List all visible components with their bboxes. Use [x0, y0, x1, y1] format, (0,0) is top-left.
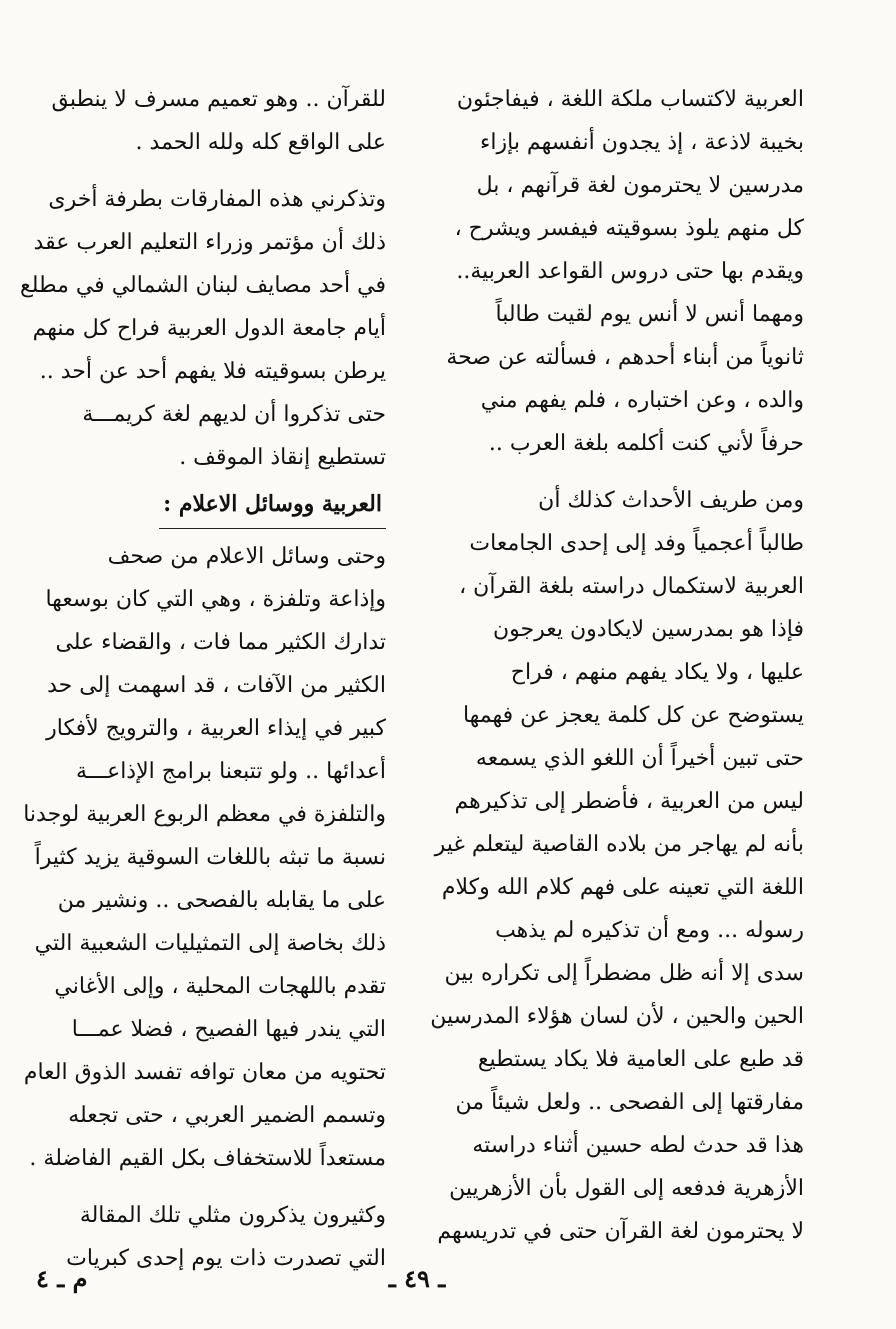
- text-line: بأنه لم يهاجر من بلاده القاصية ليتعلم غير: [434, 832, 804, 857]
- page-number: ـ ٤٩ ـ: [388, 1264, 446, 1293]
- text-line: الأزهرية فدفعه إلى القول بأن الأزهريين: [449, 1176, 804, 1201]
- text-line: ثانوياً من أبناء أحدهم ، فسألته عن صحة: [446, 345, 804, 370]
- text-line: حتى تذكروا أن لديهم لغة كريمـــة: [82, 402, 386, 427]
- text-line: حرفاً لأني كنت أكلمه بلغة العرب ..: [488, 431, 804, 456]
- text-line: والتلفزة في معظم الربوع العربية لوجدنا: [23, 802, 386, 827]
- paragraph-gap: [474, 465, 804, 479]
- text-line: تدارك الكثير مما فات ، والقضاء على: [55, 630, 386, 655]
- text-line: للقرآن .. وهو تعميم مسرف لا ينطبق: [51, 87, 386, 112]
- page-footer: [0, 1264, 896, 1304]
- right-text-column: [430, 78, 804, 1253]
- text-line: ذلك بخاصة إلى التمثيليات الشعبية التي: [34, 931, 386, 956]
- paragraph-gap: [36, 164, 386, 178]
- text-line: مستعداً للاستخفاف بكل القيم الفاضلة .: [29, 1146, 386, 1171]
- text-line: الحين والحين ، لأن لسان هؤلاء المدرسين: [430, 1004, 804, 1029]
- text-line: تقدم باللهجات المحلية ، وإلى الأغاني: [54, 974, 386, 999]
- text-line: كبير في إيذاء العربية ، والترويج لأفكار: [46, 716, 386, 741]
- text-line: لا يحترمون لغة القرآن حتى في تدريسهم: [437, 1219, 804, 1244]
- text-line: ويقدم بها حتى دروس القواعد العربية..: [456, 259, 804, 284]
- text-line: وإذاعة وتلفزة ، وهي التي كان بوسعها: [45, 587, 386, 612]
- text-line: ومهما أنس لا أنس يوم لقيت طالباً: [495, 302, 804, 327]
- text-line: على الواقع كله ولله الحمد .: [135, 130, 386, 155]
- text-line: اللغة التي تعينه على فهم كلام الله وكلام: [441, 875, 804, 900]
- paragraph-gap: [36, 1180, 386, 1194]
- text-line: وتسمم الضمير العربي ، حتى تجعله: [68, 1103, 386, 1128]
- text-line: تستطيع إنقاذ الموقف .: [179, 445, 386, 470]
- text-line: مفارقتها إلى الفصحى .. ولعل شيئاً من: [455, 1090, 804, 1115]
- text-line: أيام جامعة الدول العربية فراح كل منهم: [32, 316, 386, 341]
- text-line: ذلك أن مؤتمر وزراء التعليم العرب عقد: [33, 230, 386, 255]
- text-line: التي تصدرت ذات يوم إحدى كبريات: [66, 1246, 386, 1271]
- text-line: وتذكرني هذه المفارقات بطرفة أخرى: [48, 187, 386, 212]
- text-line: ومن طريف الأحداث كذلك أن: [538, 488, 804, 513]
- text-line: والده ، وعن اختباره ، فلم يفهم مني: [480, 388, 804, 413]
- text-line: يستوضح عن كل كلمة يعجز عن فهمها: [462, 703, 804, 728]
- text-line: العربية لاكتساب ملكة اللغة ، فيفاجئون: [456, 87, 804, 112]
- text-line: يرطن بسوقيته فلا يفهم أحد عن أحد ..: [39, 359, 386, 384]
- text-line: عليها ، ولا يكاد يفهم منهم ، فراح: [510, 660, 804, 685]
- text-line: بخيبة لاذعة ، إذ يجدون أنفسهم بإزاء: [480, 130, 804, 155]
- left-column-bottom-paragraphs: [23, 535, 386, 1280]
- text-line: مدرسين لا يحترمون لغة قرآنهم ، بل: [476, 173, 804, 198]
- text-line: هذا قد حدث لطه حسين أثناء دراسته: [472, 1133, 804, 1158]
- text-line: فإذا هو بمدرسين لايكادون يعرجون: [493, 617, 804, 642]
- text-line: طالباً أعجمياً وفد إلى إحدى الجامعات: [469, 531, 804, 556]
- text-line: كل منهم يلوذ بسوقيته فيفسر ويشرح ،: [454, 216, 804, 241]
- text-line: رسوله ... ومع أن تذكيره لم يذهب: [495, 918, 804, 943]
- section-heading-row: [36, 479, 386, 535]
- text-line: وحتى وسائل الاعلام من صحف: [107, 544, 386, 569]
- text-line: العربية لاستكمال دراسته بلغة القرآن ،: [459, 574, 804, 599]
- signature-mark: م ـ ٤: [36, 1264, 88, 1293]
- text-line: تحتويه من معان توافه تفسد الذوق العام: [23, 1060, 386, 1085]
- text-line: قد طبع على العامية فلا يكاد يستطيع: [477, 1047, 804, 1072]
- text-line: نسبة ما تبثه باللغات السوقية يزيد كثيراً: [34, 845, 386, 870]
- section-heading: العربية ووسائل الاعلام :: [159, 486, 386, 529]
- text-line: الكثير من الآفات ، قد اسهمت إلى حد: [47, 673, 386, 698]
- text-line: أعدائها .. ولو تتبعنا برامج الإذاعـــة: [75, 759, 386, 784]
- text-line: على ما يقابله بالفصحى .. ونشير من: [57, 888, 386, 913]
- text-line: حتى تبين أخيراً أن اللغو الذي يسمعه: [475, 746, 804, 771]
- text-line: التي يندر فيها الفصيح ، فضلا عمـــا: [71, 1017, 386, 1042]
- text-line: ليس من العربية ، فأضطر إلى تذكيرهم: [454, 789, 804, 814]
- text-line: وكثيرون يذكرون مثلي تلك المقالة: [79, 1203, 386, 1228]
- text-line: سدى إلا أنه ظل مضطراً إلى تكراره بين: [444, 961, 804, 986]
- left-column-top-paragraphs: [20, 78, 386, 479]
- text-line: في أحد مصايف لبنان الشمالي في مطلع: [20, 273, 386, 298]
- left-text-column: [20, 78, 386, 1280]
